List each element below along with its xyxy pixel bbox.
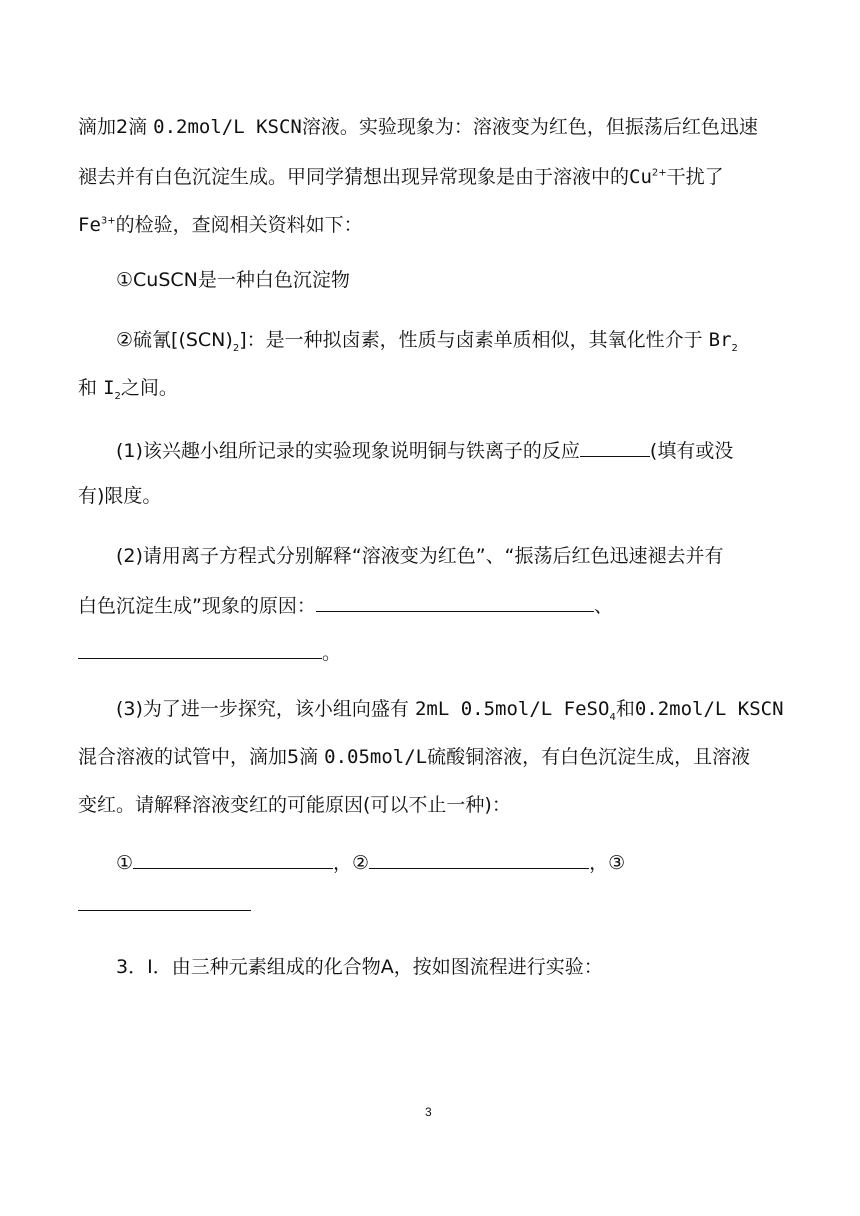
fact-1: ①CuSCN是一种白色沉淀物 xyxy=(116,269,350,291)
answer-blank-q3-1[interactable] xyxy=(133,848,333,869)
answer-blank-q2-a[interactable] xyxy=(316,591,594,612)
question-1-line-1: (1)该兴趣小组所记录的实验现象说明铜与铁离子的反应 (填有或没 xyxy=(116,436,733,463)
question-3-line-3: 变红。请解释溶液变红的可能原因(可以不止一种)： xyxy=(78,794,511,816)
fact-2-line-2: 和 $I_2$之间。 xyxy=(78,377,178,402)
question-2-line-1: (2)请用离子方程式分别解释“溶液变为红色”、“振荡后红色迅速褪去并有 xyxy=(116,545,724,567)
answer-blank-q2-b[interactable] xyxy=(78,638,322,659)
question-3-answers: ① ，② ，③ xyxy=(116,848,625,875)
answer-blank-q1[interactable] xyxy=(580,436,650,457)
answer-blank-q3-2[interactable] xyxy=(369,848,589,869)
question-next-heading: 3．I．由三种元素组成的化合物A，按如图流程进行实验： xyxy=(116,956,603,978)
question-1-line-2: 有)限度。 xyxy=(78,485,162,507)
intro-line-3: $Fe^{3+}$的检验，查阅相关资料如下： xyxy=(78,214,363,236)
answer-blank-q3-3[interactable] xyxy=(78,890,251,911)
question-3-line-2: 混合溶液的试管中，滴加5滴 0.05mol/L硫酸铜溶液，有白色沉淀生成，且溶液 xyxy=(78,746,751,768)
question-3-line-1: (3)为了进一步探究，该小组向盛有 2mL 0.5mol/L FeSO$_4$和0.2mol/L KSCN xyxy=(116,698,784,723)
intro-line-2: 褪去并有白色沉淀生成。甲同学猜想出现异常现象是由于溶液中的$Cu^{2+}$干扰了 xyxy=(78,166,724,188)
question-2-line-3: 。 xyxy=(78,638,341,665)
question-3-answers-line-2 xyxy=(78,890,251,917)
page-number: 3 xyxy=(425,1105,432,1119)
fact-2-line-1: ②硫氰$[(SCN)_2]$：是一种拟卤素，性质与卤素单质相似，其氧化性介于 $Br_2$ xyxy=(116,329,738,354)
question-2-line-2: 白色沉淀生成”现象的原因： 、 xyxy=(78,591,613,618)
intro-line-1: 滴加2滴 0.2mol/L KSCN溶液。实验现象为：溶液变为红色，但振荡后红色迅速 xyxy=(78,116,758,138)
